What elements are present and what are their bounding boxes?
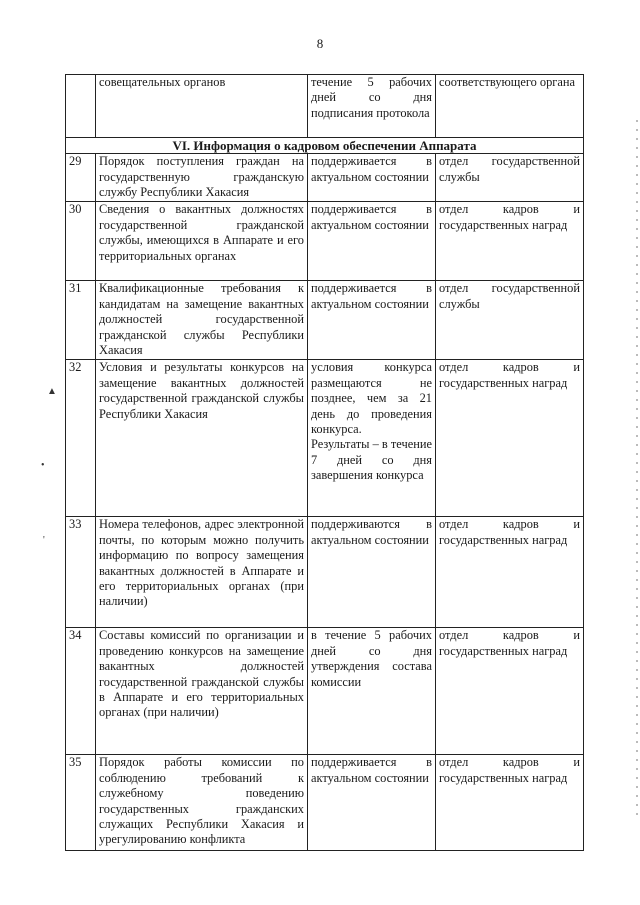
responsible-cell: отдел кадров и государственных наград xyxy=(436,517,584,628)
period-cell xyxy=(308,281,436,360)
period-cell xyxy=(308,755,436,851)
scan-edge-dots xyxy=(636,120,638,820)
responsible-cell: отдел кадров и государственных наград xyxy=(436,755,584,851)
row-number-cell: 31 xyxy=(66,281,96,360)
info-table xyxy=(65,74,584,851)
row-number-cell: 33 xyxy=(66,517,96,628)
table-row xyxy=(66,360,584,517)
table-row xyxy=(66,202,584,281)
period-cell xyxy=(308,360,436,517)
margin-mark-3: ' xyxy=(43,535,45,546)
responsible-cell: отдел кадров и государственных наград xyxy=(436,202,584,281)
info-cell: Номера телефонов, адрес электронной почты, по которым можно получить информацию по вопросу замещения вакантных должностей в Аппарате и его территориальных органах (при наличии) xyxy=(96,517,308,628)
period-text: Результаты – в течение 7 дней со дня завершения конкурса xyxy=(311,437,432,483)
info-cell: Порядок поступления граждан на государственную гражданскую службу Республики Хакасия xyxy=(96,154,308,202)
period-cell xyxy=(308,202,436,281)
period-cell xyxy=(308,517,436,628)
table-row xyxy=(66,628,584,755)
row-number-cell: 30 xyxy=(66,202,96,281)
responsible-cell: отдел кадров и государственных наград xyxy=(436,360,584,517)
period-text: в течение 5 рабочих дней со дня утверждения состава комиссии xyxy=(311,628,432,689)
section-title: VI. Информация о кадровом обеспечении Аппарата xyxy=(66,138,584,154)
info-cell: Составы комиссий по организации и проведению конкурсов на замещение вакантных должностей государственной гражданской службы в Аппарате и его территориальных органах (при наличии) xyxy=(96,628,308,755)
row-number-cell: 35 xyxy=(66,755,96,851)
info-cell: Квалификационные требования к кандидатам на замещение вакантных должностей государственной гражданской службы Республики Хакасия xyxy=(96,281,308,360)
period-text: условия конкурса размещаются не позднее, чем за 21 день до проведения конкурса. xyxy=(311,360,432,437)
period-cell xyxy=(308,154,436,202)
period-cell xyxy=(308,628,436,755)
table-row xyxy=(66,755,584,851)
row-number-cell: 34 xyxy=(66,628,96,755)
table-row xyxy=(66,154,584,202)
period-text: поддерживается в актуальном состоянии xyxy=(311,281,432,311)
page-number: 8 xyxy=(316,36,324,51)
table-row xyxy=(66,75,584,138)
margin-mark-1: ▲ xyxy=(47,386,57,397)
period-cell: течение 5 рабочих дней со дня подписания протокола xyxy=(308,75,436,138)
row-number-cell xyxy=(66,75,96,138)
period-text: поддерживается в актуальном состоянии xyxy=(311,154,432,184)
info-cell: совещательных органов xyxy=(96,75,308,138)
responsible-cell: отдел государственной службы xyxy=(436,154,584,202)
period-text: поддерживается в актуальном состоянии xyxy=(311,755,432,785)
responsible-cell: отдел государственной службы xyxy=(436,281,584,360)
row-number-cell: 29 xyxy=(66,154,96,202)
row-number-cell: 32 xyxy=(66,360,96,517)
info-cell: Сведения о вакантных должностях государственной гражданской службы, имеющихся в Аппарате и его территориальных органах xyxy=(96,202,308,281)
table-row xyxy=(66,281,584,360)
info-cell: Порядок работы комиссии по соблюдению требований к служебному поведению государственных гражданских служащих Республики Хакасия и урегулированию конфликта xyxy=(96,755,308,851)
period-text: поддерживаются в актуальном состоянии xyxy=(311,517,432,547)
section-heading-row xyxy=(66,138,584,154)
info-cell: Условия и результаты конкурсов на замещение вакантных должностей государственной гражданской службы Республики Хакасия xyxy=(96,360,308,517)
period-text: поддерживается в актуальном состоянии xyxy=(311,202,432,232)
responsible-cell: отдел кадров и государственных наград xyxy=(436,628,584,755)
table-row xyxy=(66,517,584,628)
responsible-cell: соответствующего органа xyxy=(436,75,584,138)
margin-mark-2: • xyxy=(41,460,45,471)
